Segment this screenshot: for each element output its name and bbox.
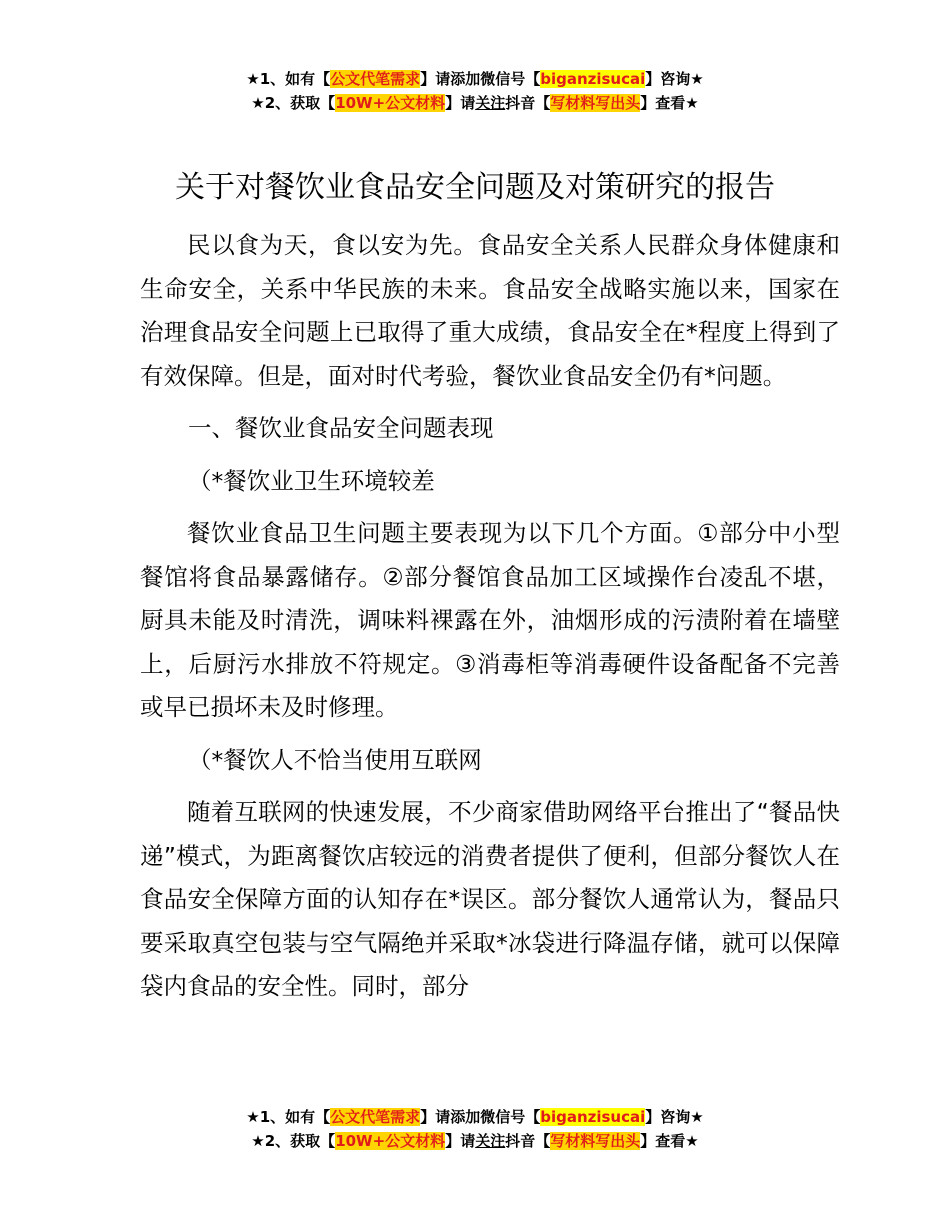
promo-banner-top [0,67,950,115]
promo-banner-bottom [0,1105,950,1153]
promo-line-1 [0,67,950,91]
promo-highlight: 公文代笔需求 [330,70,421,88]
promo-text: 】请 [445,94,476,112]
promo-line-2 [0,91,950,115]
promo-text: 】请添加微信号【 [420,70,541,88]
promo-line-1 [0,1105,950,1129]
subsection-heading: （*餐饮业卫生环境较差 [188,466,435,495]
subsection-heading: （*餐饮人不恰当使用互联网 [188,745,482,774]
promo-text: ★2、获取【 [251,1132,336,1150]
promo-text: 】咨询★ [645,1108,704,1126]
promo-text: 】咨询★ [645,70,704,88]
promo-highlight: 写材料写出头 [550,94,641,112]
promo-highlight: 写材料写出头 [550,1132,641,1150]
promo-highlight: biganzisucai [540,70,646,88]
document-body [140,224,840,1009]
body-paragraph: 随着互联网的快速发展，不少商家借助网络平台推出了“餐品快递”模式，为距离餐饮店较远的消费者提供了便利，但部分餐饮人在食品安全保障方面的认知存在*误区。部分餐饮人通常认为，餐品只要采取真空包装与空气隔绝并采取*冰袋进行降温存储，就可以保障袋内食品的安全性。同时，部分 [140,798,840,1000]
body-paragraph: 餐饮业食品卫生问题主要表现为以下几个方面。①部分中小型餐馆将食品暴露储存。②部分餐馆食品加工区域操作台凌乱不堪，厨具未能及时清洗，调味料裸露在外，油烟形成的污渍附着在墙壁上，后厨污水排放不符规定。③消毒柜等消毒硬件设备配备不完善或早已损坏未及时修理。 [140,519,840,721]
promo-underlined: 关注 [475,94,506,112]
promo-text: 】请添加微信号【 [420,1108,541,1126]
promo-text: 抖音【 [505,94,551,112]
promo-text: 】请 [445,1132,476,1150]
promo-highlight: 10W+公文材料 [335,94,446,112]
promo-text: 】查看★ [640,1132,699,1150]
promo-line-2 [0,1129,950,1153]
section-heading: 一、餐饮业食品安全问题表现 [188,414,494,442]
document-title: 关于对餐饮业食品安全问题及对策研究的报告 [175,170,775,205]
promo-text: ★1、如有【 [246,70,331,88]
promo-highlight: 10W+公文材料 [335,1132,446,1150]
promo-text: 抖音【 [505,1132,551,1150]
intro-paragraph: 民以食为天，食以安为先。食品安全关系人民群众身体健康和生命安全，关系中华民族的未来。食品安全战略实施以来，国家在治理食品安全问题上已取得了重大成绩，食品安全在*程度上得到了有效保障。但是，面对时代考验，餐饮业食品安全仍有*问题。 [140,231,840,390]
promo-text: 】查看★ [640,94,699,112]
promo-text: ★2、获取【 [251,94,336,112]
promo-text: ★1、如有【 [246,1108,331,1126]
promo-underlined: 关注 [475,1132,506,1150]
promo-highlight: biganzisucai [540,1108,646,1126]
promo-highlight: 公文代笔需求 [330,1108,421,1126]
